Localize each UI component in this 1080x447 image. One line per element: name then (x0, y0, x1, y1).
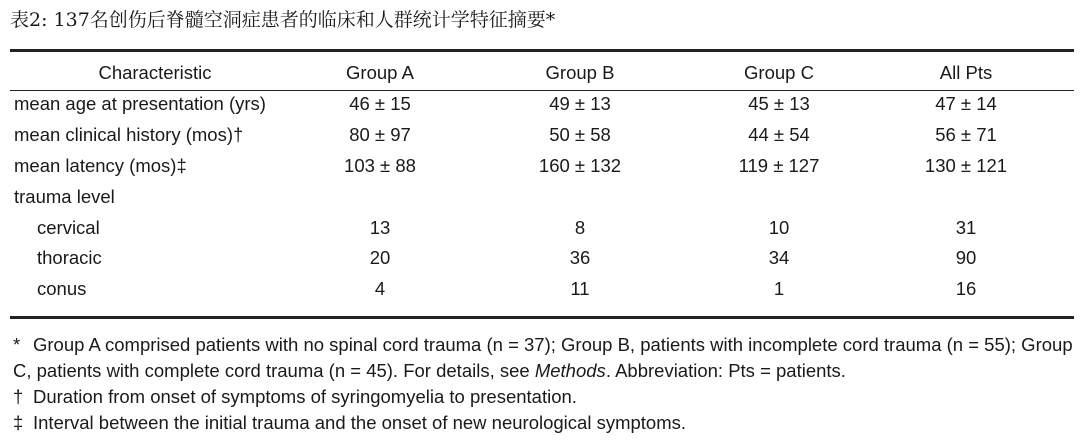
table-cell (700, 181, 858, 212)
footnote-double-dagger (13, 410, 1077, 436)
table-cell: 90 (955, 247, 977, 269)
table-cell: 16 (955, 278, 977, 300)
table-row (10, 151, 1074, 182)
table-row (10, 243, 1074, 274)
table-cell (858, 181, 1074, 212)
footnote-dagger-text: Duration from onset of symptoms of syringomyelia to presentation. (33, 386, 577, 407)
table-row (10, 120, 1074, 151)
header-group-b: Group B (545, 62, 615, 83)
row-label: thoracic (37, 247, 102, 269)
table-cell: 119 ± 127 (738, 154, 820, 176)
footnote-star-text-cont: C, patients with complete cord trauma (n = 45). For details, see (13, 360, 535, 381)
table-row (10, 89, 1074, 120)
table-cell: 44 ± 54 (748, 124, 810, 146)
table-cell: 50 ± 58 (549, 124, 611, 146)
footnote-double-dagger-mark: ‡ (13, 412, 24, 433)
table-cell: 56 ± 71 (935, 124, 997, 146)
table-cell (460, 181, 700, 212)
table-cell: 34 (768, 247, 790, 269)
header-row (10, 57, 1074, 89)
table-cell: 130 ± 121 (924, 154, 1008, 176)
table-cell: 8 (574, 216, 586, 238)
table-cell: 13 (369, 216, 391, 238)
table-cell: 160 ± 132 (538, 154, 622, 176)
table-cell: 47 ± 14 (935, 93, 997, 115)
table-cell: 10 (768, 216, 790, 238)
characteristics-table (10, 57, 1074, 305)
footnote-star-line2 (13, 358, 1077, 384)
footnotes (13, 332, 1077, 436)
table-title: 表2: 137名创伤后脊髓空洞症患者的临床和人群统计学特征摘要* (10, 9, 556, 31)
table-row (10, 274, 1074, 305)
footnote-star-text: Group A comprised patients with no spinal cord trauma (n = 37); Group B, patients with incomplete cord trauma (n = 55); Group (33, 334, 1073, 355)
table-cell (300, 181, 460, 212)
header-characteristic: Characteristic (98, 62, 212, 83)
row-label: mean age at presentation (yrs) (14, 93, 266, 115)
table-row (10, 181, 1074, 212)
table-cell: 80 ± 97 (349, 124, 411, 146)
footnote-star-line1 (13, 332, 1077, 358)
header-all-pts: All Pts (939, 62, 993, 83)
table-cell: 103 ± 88 (344, 154, 416, 176)
bottom-rule (10, 316, 1074, 319)
table-cell: 45 ± 13 (748, 93, 810, 115)
footnote-double-dagger-text: Interval between the initial trauma and the onset of new neurological symptoms. (33, 412, 687, 433)
table-cell: 4 (374, 278, 386, 300)
header-group-a: Group A (346, 62, 414, 83)
footnote-star-text-end: . Abbreviation: Pts = patients. (605, 360, 846, 381)
row-label: trauma level (14, 185, 115, 207)
footnote-dagger (13, 384, 1077, 410)
table-cell: 1 (773, 278, 785, 300)
table-cell: 46 ± 15 (349, 93, 411, 115)
table-cell: 49 ± 13 (549, 93, 611, 115)
top-rule (10, 49, 1074, 52)
table-cell: 36 (569, 247, 591, 269)
row-label: cervical (37, 216, 100, 238)
table-row (10, 212, 1074, 243)
table-body (10, 89, 1074, 305)
table-cell: 11 (570, 278, 590, 300)
header-group-c: Group C (744, 62, 814, 83)
table-cell: 31 (955, 216, 977, 238)
row-label: mean latency (mos)‡ (14, 154, 187, 176)
footnote-dagger-mark: † (13, 386, 24, 407)
header-rule (10, 90, 1074, 91)
table-cell: 20 (369, 247, 391, 269)
row-label: conus (37, 278, 87, 300)
methods-reference: Methods (534, 360, 606, 381)
footnote-star-mark: * (13, 334, 21, 355)
row-label: mean clinical history (mos)† (14, 124, 244, 146)
